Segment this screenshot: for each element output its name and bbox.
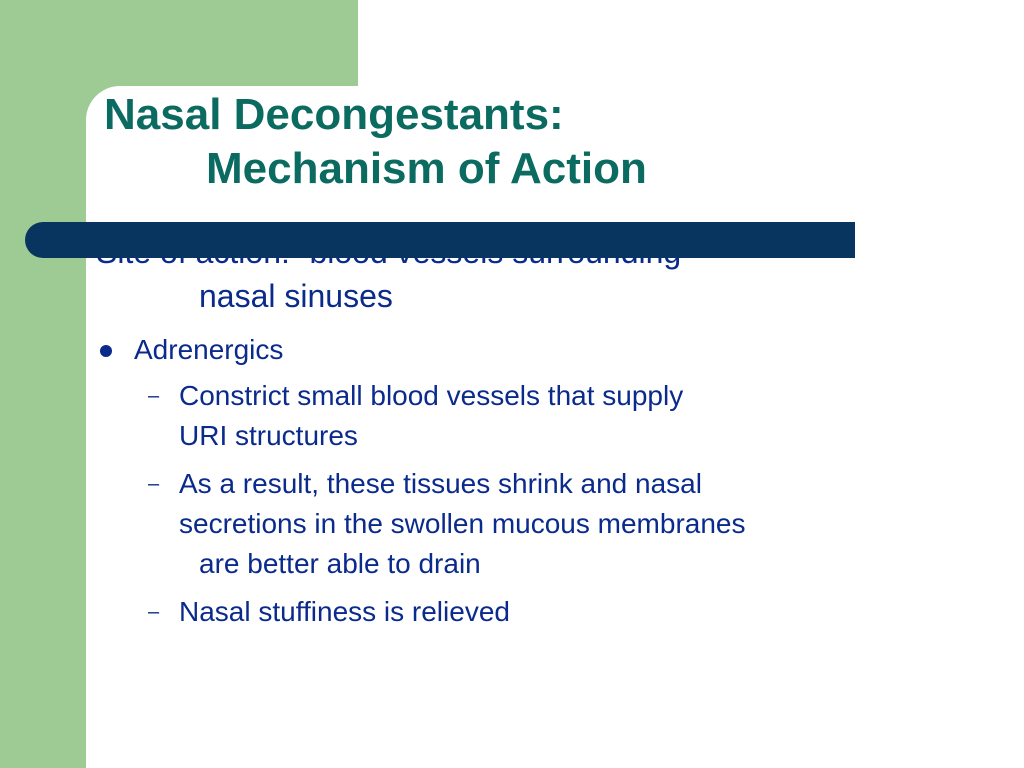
sub-bullet-item (96, 376, 976, 456)
title-line-1: Nasal Decongestants: (104, 90, 564, 139)
sub-bullet-item (96, 464, 976, 584)
sub-bullet-list (96, 376, 976, 632)
sub-bullet-line: URI structures (179, 420, 358, 451)
dash-marker-icon: – (148, 473, 160, 495)
navy-divider-bar (25, 222, 855, 258)
sub-bullet-line: Constrict small blood vessels that supply (179, 380, 684, 411)
slide-body (96, 230, 976, 632)
dash-marker-icon: – (148, 385, 160, 407)
sub-bullet-line: secretions in the swollen mucous membranes (179, 508, 746, 539)
slide-title (104, 88, 647, 196)
bullet-adrenergics (96, 332, 976, 368)
title-line-2: Mechanism of Action (206, 144, 647, 193)
bullet-dot-icon (100, 345, 112, 357)
dash-marker-icon: – (148, 601, 160, 623)
bullet-label: Adrenergics (134, 334, 284, 365)
sub-bullet-line: are better able to drain (199, 548, 481, 579)
sub-bullet-line: Nasal stuffiness is relieved (179, 596, 510, 627)
sub-bullet-line: As a result, these tissues shrink and nasal (179, 468, 702, 499)
sub-bullet-item (96, 592, 976, 632)
lead-line-2: nasal sinuses (199, 278, 393, 314)
